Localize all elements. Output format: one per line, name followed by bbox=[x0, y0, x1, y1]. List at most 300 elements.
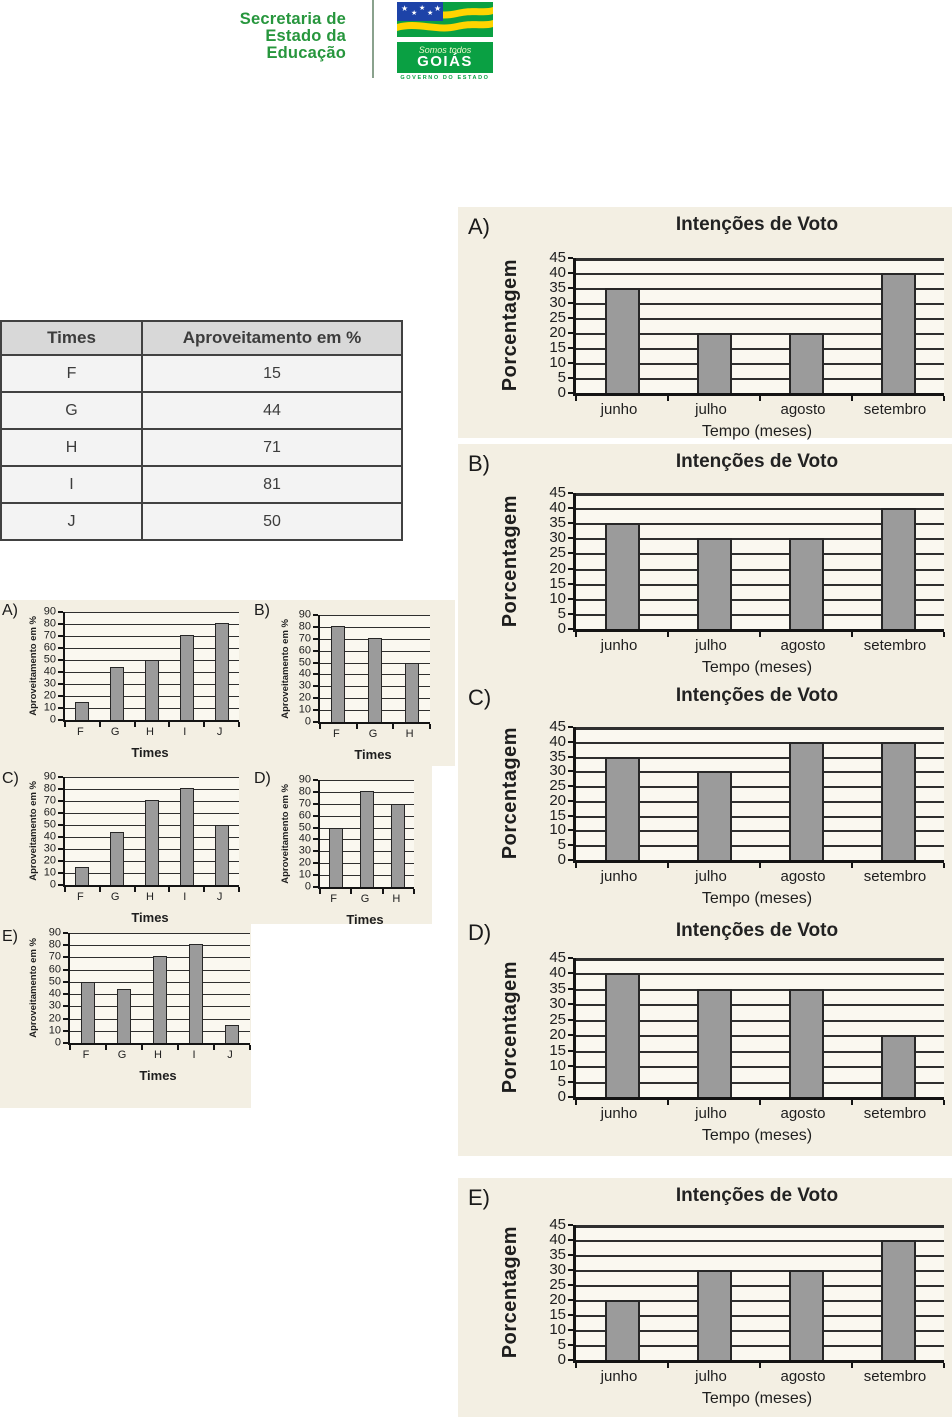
bar bbox=[881, 1240, 916, 1360]
xtick: agosto bbox=[780, 1368, 826, 1385]
ytickmark bbox=[58, 836, 63, 838]
ytickmark bbox=[313, 779, 318, 781]
ytickmark bbox=[58, 860, 63, 862]
xtick: I bbox=[192, 1049, 196, 1061]
ytick: 70 bbox=[48, 950, 61, 963]
bar bbox=[789, 989, 824, 1097]
ytick: 5 bbox=[557, 1335, 566, 1353]
x-axis-ticks bbox=[63, 891, 237, 907]
option-letter: D) bbox=[468, 920, 492, 945]
ytickmark bbox=[313, 803, 318, 805]
xtick: agosto bbox=[780, 1105, 826, 1122]
ytickmark bbox=[568, 1096, 573, 1098]
ytick: 30 bbox=[298, 844, 311, 857]
xtick: julho bbox=[695, 1368, 727, 1385]
ytickmark bbox=[568, 1269, 573, 1271]
ytick: 25 bbox=[549, 308, 566, 326]
ytickmark bbox=[568, 988, 573, 990]
x-axis-ticks bbox=[573, 1368, 941, 1384]
ytickmark bbox=[63, 993, 68, 995]
xtick: F bbox=[332, 728, 340, 740]
ytick: 90 bbox=[298, 773, 311, 786]
bar bbox=[145, 660, 159, 720]
table-row bbox=[1, 429, 402, 466]
plot-area bbox=[573, 1225, 944, 1363]
ytick: 35 bbox=[549, 278, 566, 296]
table-cell: H bbox=[1, 429, 142, 466]
ytickmark bbox=[63, 1005, 68, 1007]
ytickmark bbox=[568, 1299, 573, 1301]
xtick: setembro bbox=[863, 401, 927, 418]
ytickmark bbox=[58, 695, 63, 697]
ytick: 20 bbox=[549, 1026, 566, 1044]
ytickmark bbox=[58, 812, 63, 814]
chart-title: Intenções de Voto bbox=[675, 451, 839, 472]
xtick: G bbox=[110, 726, 120, 738]
ytickmark bbox=[568, 1284, 573, 1286]
bar bbox=[180, 788, 194, 885]
ytick: 0 bbox=[304, 715, 311, 728]
ytickmark bbox=[313, 673, 318, 675]
x-axis-ticks bbox=[63, 726, 237, 742]
y-axis-ticks bbox=[252, 773, 311, 893]
ytickmark bbox=[568, 492, 573, 494]
xtickmark bbox=[943, 863, 945, 868]
ytick: 5 bbox=[557, 368, 566, 386]
table-row bbox=[1, 503, 402, 540]
xtick: J bbox=[216, 726, 223, 738]
ytickmark bbox=[568, 1003, 573, 1005]
bar bbox=[110, 832, 124, 885]
x-axis-ticks bbox=[573, 401, 941, 417]
y-axis-title: Aproveitamento em % bbox=[27, 938, 39, 1038]
bar bbox=[881, 1035, 916, 1097]
gridline bbox=[576, 727, 944, 730]
xtickmark bbox=[413, 889, 415, 894]
ytick: 10 bbox=[549, 589, 566, 607]
table-cell: F bbox=[1, 355, 142, 392]
ytick: 40 bbox=[549, 1230, 566, 1248]
table-cell: 50 bbox=[142, 503, 402, 540]
y-axis-title: Porcentagem bbox=[498, 1226, 521, 1359]
star-icon: ★ bbox=[411, 10, 418, 17]
ytick: 30 bbox=[48, 999, 61, 1012]
ytick: 80 bbox=[298, 620, 311, 633]
ytickmark bbox=[568, 1081, 573, 1083]
ytickmark bbox=[313, 662, 318, 664]
ytick: 10 bbox=[298, 703, 311, 716]
xtick: julho bbox=[695, 401, 727, 418]
bar bbox=[605, 288, 640, 393]
org-name-line: Educação bbox=[266, 44, 346, 62]
chart-title: Intenções de Voto bbox=[675, 1185, 839, 1206]
xtickmark bbox=[943, 632, 945, 637]
chart-option-a-voto bbox=[458, 207, 952, 438]
bar bbox=[605, 1300, 640, 1360]
bar bbox=[81, 982, 95, 1043]
ytick: 5 bbox=[557, 836, 566, 854]
table-cell: G bbox=[1, 392, 142, 429]
ytickmark bbox=[58, 647, 63, 649]
gridline bbox=[70, 933, 250, 934]
ytick: 50 bbox=[48, 975, 61, 988]
ytick: 40 bbox=[43, 665, 56, 678]
xtick: I bbox=[183, 891, 187, 903]
ytickmark bbox=[313, 626, 318, 628]
bar bbox=[881, 742, 916, 860]
y-axis-title: Aproveitamento em % bbox=[279, 618, 291, 719]
ytickmark bbox=[58, 872, 63, 874]
ytick: 30 bbox=[43, 842, 56, 855]
ytickmark bbox=[313, 721, 318, 723]
bar bbox=[117, 989, 131, 1043]
ytick: 50 bbox=[43, 653, 56, 666]
org-name-line: Estado da bbox=[265, 27, 346, 45]
ytick: 40 bbox=[549, 263, 566, 281]
ytick: 10 bbox=[549, 353, 566, 371]
table-header-cell: Aproveitamento em % bbox=[142, 321, 402, 355]
ytick: 10 bbox=[549, 1056, 566, 1074]
table-row bbox=[1, 392, 402, 429]
ytick: 10 bbox=[549, 1320, 566, 1338]
ytickmark bbox=[58, 800, 63, 802]
ytickmark bbox=[568, 957, 573, 959]
ytickmark bbox=[568, 726, 573, 728]
xtick: agosto bbox=[780, 637, 826, 654]
ytick: 5 bbox=[557, 604, 566, 622]
logo-green-box bbox=[397, 42, 493, 73]
plot-area bbox=[318, 780, 414, 889]
ytickmark bbox=[568, 392, 573, 394]
x-axis-ticks bbox=[573, 637, 941, 653]
x-axis-title: Times bbox=[131, 910, 169, 925]
bar bbox=[225, 1025, 239, 1043]
option-letter: A) bbox=[2, 602, 18, 619]
bar bbox=[697, 1270, 732, 1360]
ytick: 0 bbox=[54, 1036, 61, 1049]
x-axis-title: Times bbox=[346, 912, 384, 927]
chart-title: Intenções de Voto bbox=[675, 920, 839, 941]
gridline bbox=[576, 258, 944, 261]
y-axis-ticks bbox=[252, 608, 311, 728]
xtick: G bbox=[360, 893, 370, 905]
gridline bbox=[576, 493, 944, 496]
ytickmark bbox=[568, 583, 573, 585]
bar bbox=[789, 742, 824, 860]
xtick: H bbox=[405, 728, 414, 740]
bar bbox=[405, 663, 419, 722]
chart-title: Intenções de Voto bbox=[675, 685, 839, 706]
x-axis-title: Times bbox=[139, 1068, 177, 1083]
gridline bbox=[65, 648, 239, 649]
ytick: 40 bbox=[298, 667, 311, 680]
x-axis-ticks bbox=[318, 728, 428, 744]
gridline bbox=[65, 624, 239, 625]
ytick: 30 bbox=[298, 679, 311, 692]
ytick: 20 bbox=[43, 854, 56, 867]
option-letter: E) bbox=[468, 1185, 490, 1210]
xtickmark bbox=[943, 396, 945, 401]
ytick: 60 bbox=[298, 644, 311, 657]
ytick: 20 bbox=[298, 856, 311, 869]
ytick: 45 bbox=[549, 717, 566, 735]
bar bbox=[329, 828, 343, 887]
ytickmark bbox=[568, 770, 573, 772]
star-icon: ★ bbox=[427, 10, 434, 17]
ytick: 15 bbox=[549, 338, 566, 356]
ytickmark bbox=[568, 815, 573, 817]
ytick: 70 bbox=[43, 794, 56, 807]
bar bbox=[189, 944, 203, 1043]
xtick: H bbox=[154, 1049, 162, 1061]
y-axis-title: Porcentagem bbox=[498, 727, 521, 860]
ytickmark bbox=[63, 956, 68, 958]
table-cell: I bbox=[1, 466, 142, 503]
ytick: 15 bbox=[549, 806, 566, 824]
plot-area bbox=[63, 612, 239, 722]
ytick: 30 bbox=[549, 293, 566, 311]
ytickmark bbox=[58, 824, 63, 826]
y-axis-ticks bbox=[458, 1215, 566, 1368]
ytickmark bbox=[58, 788, 63, 790]
x-axis-title: Times bbox=[131, 745, 169, 760]
bar bbox=[360, 791, 374, 887]
ytick: 15 bbox=[549, 1305, 566, 1323]
bar bbox=[215, 825, 229, 885]
gridline bbox=[320, 780, 414, 781]
plot-area bbox=[318, 615, 430, 724]
chart-option-c-voto bbox=[458, 678, 952, 913]
ytickmark bbox=[58, 671, 63, 673]
ytick: 30 bbox=[549, 1260, 566, 1278]
ytickmark bbox=[568, 628, 573, 630]
ytick: 0 bbox=[557, 1087, 566, 1105]
ytickmark bbox=[63, 969, 68, 971]
ytickmark bbox=[63, 944, 68, 946]
option-letter: B) bbox=[254, 602, 270, 619]
table-cell: 81 bbox=[142, 466, 402, 503]
plot-area bbox=[573, 727, 944, 863]
bar bbox=[881, 508, 916, 629]
ytickmark bbox=[568, 287, 573, 289]
ytickmark bbox=[568, 568, 573, 570]
ytickmark bbox=[58, 719, 63, 721]
logo-somos-todos: Somos todos bbox=[418, 45, 472, 55]
ytickmark bbox=[313, 850, 318, 852]
xtick: julho bbox=[695, 637, 727, 654]
bar bbox=[881, 273, 916, 393]
ytick: 50 bbox=[43, 818, 56, 831]
ytickmark bbox=[313, 709, 318, 711]
ytickmark bbox=[568, 302, 573, 304]
xtick: junho bbox=[600, 1105, 638, 1122]
chart-option-d-voto bbox=[458, 913, 952, 1156]
xtickmark bbox=[238, 887, 240, 892]
ytickmark bbox=[568, 332, 573, 334]
x-axis-title: Tempo (meses) bbox=[701, 423, 813, 440]
xtick: setembro bbox=[863, 637, 927, 654]
xtickmark bbox=[429, 724, 431, 729]
bar bbox=[697, 989, 732, 1097]
y-axis-title: Porcentagem bbox=[498, 494, 521, 628]
ytickmark bbox=[568, 756, 573, 758]
ytickmark bbox=[568, 1329, 573, 1331]
ytickmark bbox=[58, 776, 63, 778]
xtick: agosto bbox=[780, 401, 826, 418]
chart-option-e-times bbox=[0, 924, 260, 1094]
table-row bbox=[1, 355, 402, 392]
xtickmark bbox=[943, 1100, 945, 1105]
ytickmark bbox=[313, 638, 318, 640]
x-axis-ticks bbox=[68, 1049, 248, 1065]
ytick: 80 bbox=[43, 782, 56, 795]
ytick: 40 bbox=[48, 987, 61, 1000]
ytick: 15 bbox=[549, 574, 566, 592]
org-name bbox=[158, 11, 346, 62]
bar bbox=[605, 973, 640, 1097]
gridline bbox=[70, 945, 250, 946]
ytickmark bbox=[568, 552, 573, 554]
xtickmark bbox=[249, 1045, 251, 1050]
ytick: 30 bbox=[43, 677, 56, 690]
ytick: 70 bbox=[43, 629, 56, 642]
ytick: 20 bbox=[48, 1012, 61, 1025]
xtick: G bbox=[110, 891, 120, 903]
plot-area bbox=[573, 958, 944, 1100]
ytick: 10 bbox=[298, 868, 311, 881]
ytick: 30 bbox=[549, 762, 566, 780]
gridline bbox=[576, 1225, 944, 1228]
bar bbox=[110, 667, 124, 720]
ytickmark bbox=[313, 791, 318, 793]
ytickmark bbox=[568, 829, 573, 831]
plot-area bbox=[68, 933, 250, 1045]
ytick: 60 bbox=[43, 641, 56, 654]
xtick: H bbox=[146, 891, 154, 903]
ytick: 40 bbox=[549, 732, 566, 750]
ytick: 60 bbox=[298, 809, 311, 822]
bar bbox=[75, 867, 89, 885]
plot-area bbox=[63, 777, 239, 887]
ytickmark bbox=[568, 1239, 573, 1241]
ytickmark bbox=[568, 1065, 573, 1067]
xtick: F bbox=[82, 1049, 90, 1061]
ytickmark bbox=[568, 859, 573, 861]
ytickmark bbox=[568, 317, 573, 319]
ytick: 40 bbox=[549, 964, 566, 982]
ytick: 5 bbox=[557, 1072, 566, 1090]
ytick: 10 bbox=[43, 866, 56, 879]
ytickmark bbox=[58, 884, 63, 886]
ytickmark bbox=[313, 614, 318, 616]
ytickmark bbox=[568, 347, 573, 349]
ytickmark bbox=[313, 838, 318, 840]
plot-area bbox=[573, 493, 944, 632]
ytickmark bbox=[568, 507, 573, 509]
goias-flag-icon bbox=[397, 2, 493, 37]
ytick: 20 bbox=[549, 1290, 566, 1308]
ytickmark bbox=[568, 377, 573, 379]
xtick: junho bbox=[600, 1368, 638, 1385]
table-cell: J bbox=[1, 503, 142, 540]
ytickmark bbox=[58, 623, 63, 625]
xtickmark bbox=[238, 722, 240, 727]
ytick: 20 bbox=[43, 689, 56, 702]
bar bbox=[153, 956, 167, 1043]
chart-option-b-voto bbox=[458, 444, 952, 678]
bar bbox=[789, 1270, 824, 1360]
bar bbox=[145, 800, 159, 885]
xtick: setembro bbox=[863, 1368, 927, 1385]
header-divider bbox=[372, 0, 374, 78]
ytick: 35 bbox=[549, 514, 566, 532]
ytick: 0 bbox=[557, 383, 566, 401]
x-axis-title: Tempo (meses) bbox=[701, 1127, 813, 1144]
gridline bbox=[576, 958, 944, 961]
org-name-line: Secretaria de bbox=[239, 10, 346, 28]
ytickmark bbox=[568, 1254, 573, 1256]
ytickmark bbox=[63, 1042, 68, 1044]
bar bbox=[697, 538, 732, 629]
gridline bbox=[65, 636, 239, 637]
bar bbox=[391, 804, 405, 887]
ytickmark bbox=[568, 362, 573, 364]
ytickmark bbox=[313, 685, 318, 687]
ytick: 35 bbox=[549, 1245, 566, 1263]
ytickmark bbox=[568, 1344, 573, 1346]
ytick: 10 bbox=[549, 821, 566, 839]
ytick: 10 bbox=[43, 701, 56, 714]
star-icon: ★ bbox=[401, 4, 409, 13]
ytickmark bbox=[58, 683, 63, 685]
x-axis-title: Tempo (meses) bbox=[701, 890, 813, 907]
star-icon: ★ bbox=[434, 4, 442, 13]
table-row bbox=[1, 466, 402, 503]
ytickmark bbox=[568, 972, 573, 974]
ytickmark bbox=[58, 611, 63, 613]
ytickmark bbox=[568, 272, 573, 274]
y-axis-ticks bbox=[458, 483, 566, 637]
ytick: 45 bbox=[549, 483, 566, 501]
ytick: 40 bbox=[298, 832, 311, 845]
ytick: 40 bbox=[43, 830, 56, 843]
ytickmark bbox=[313, 815, 318, 817]
x-axis-ticks bbox=[318, 893, 412, 909]
xtick: F bbox=[77, 891, 84, 903]
table-cell: 44 bbox=[142, 392, 402, 429]
ytickmark bbox=[568, 522, 573, 524]
ytick: 60 bbox=[43, 806, 56, 819]
option-letter: C) bbox=[468, 685, 492, 710]
option-letter: C) bbox=[2, 770, 19, 787]
y-axis-ticks bbox=[458, 948, 566, 1105]
xtickmark bbox=[943, 1363, 945, 1368]
bar bbox=[697, 771, 732, 860]
y-axis-title: Aproveitamento em % bbox=[27, 781, 39, 881]
x-axis-title: Times bbox=[354, 747, 392, 762]
ytickmark bbox=[58, 848, 63, 850]
y-axis-title: Aproveitamento em % bbox=[279, 783, 291, 884]
ytick: 30 bbox=[549, 995, 566, 1013]
ytick: 25 bbox=[549, 1010, 566, 1028]
chart-option-a-times bbox=[0, 598, 250, 760]
ytickmark bbox=[313, 827, 318, 829]
goias-logo bbox=[397, 2, 493, 81]
bar bbox=[180, 635, 194, 720]
ytick: 80 bbox=[43, 617, 56, 630]
ytick: 20 bbox=[549, 791, 566, 809]
ytick: 25 bbox=[549, 776, 566, 794]
